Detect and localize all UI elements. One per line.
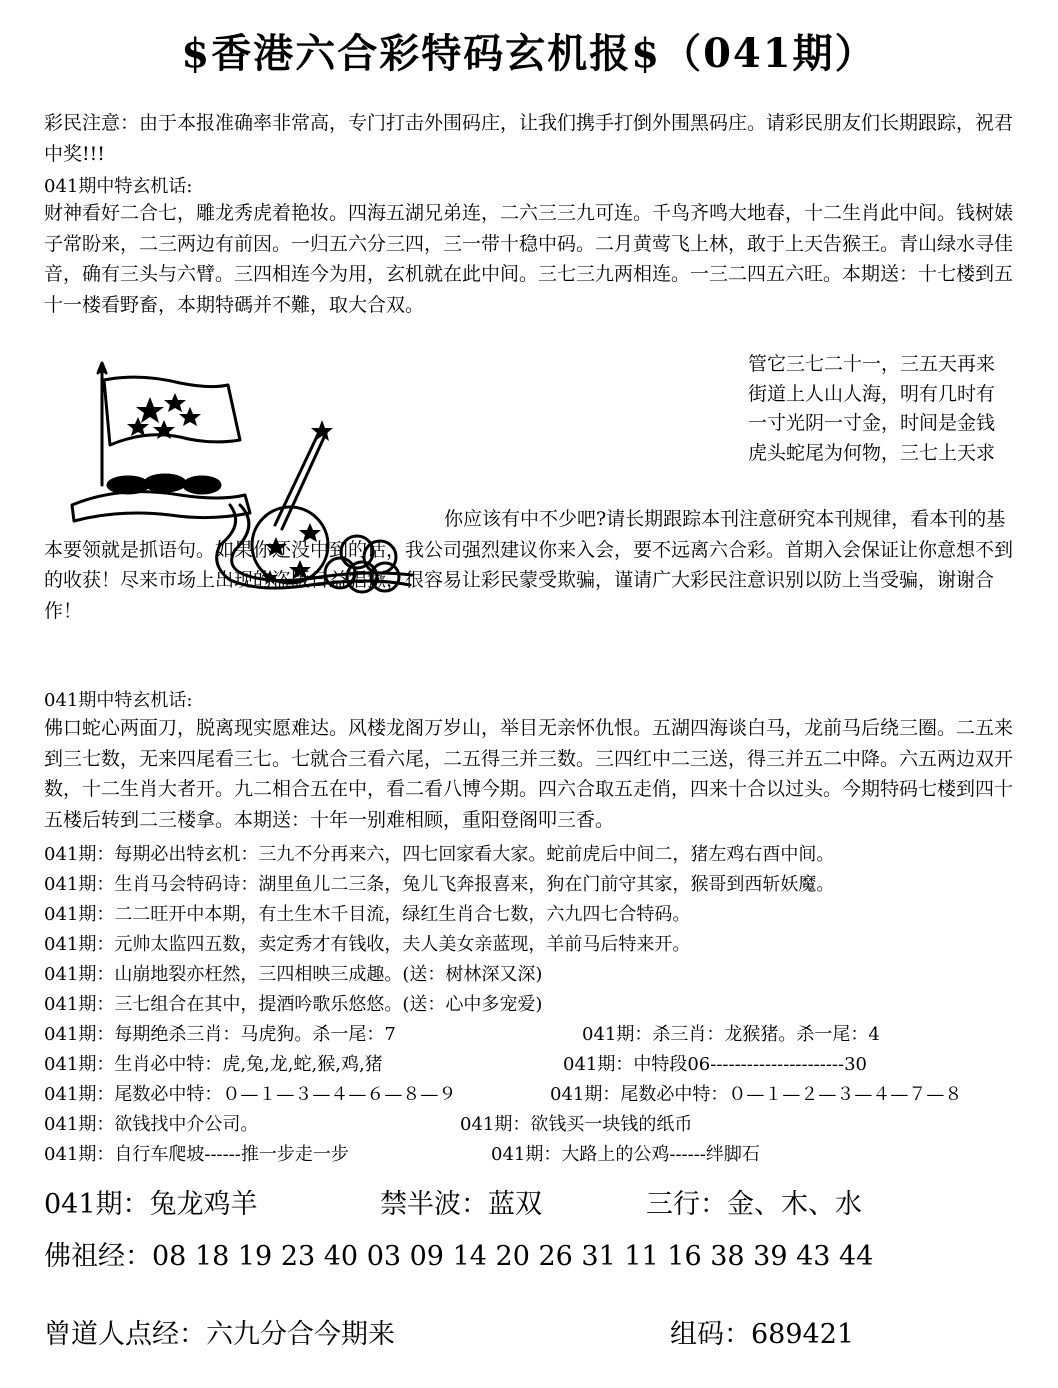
info-line-right: 041期：杀三肖：龙猴猪。杀一尾：4	[582, 1024, 880, 1045]
section2-body: 佛口蛇心两面刀，脱离现实愿难达。风楼龙阁万岁山，举目无亲怀仇恨。五湖四海谈白马，龙前马后绕三圈。二五来到三七数，无来四尾看三七。七就合三看六尾，二五得三并三数。三四红中二三送，得三并五二中降。六五两边双开数，十二生肖大者开。九二相合五在中，看二看八博今期。四六合取五走俏，四来十合以过头。今期特码七楼到四十五楼后转到二三楼拿。本期送：十年一别难相顾，重阳登阁叩三香。	[44, 717, 1014, 831]
info-line: 041期：三七组合在其中，提酒吟歌乐悠悠。(送：心中多宠爱)	[44, 994, 543, 1015]
poem-line: 街道上人山人海，明有几时有	[748, 382, 996, 405]
zodiac-summary: 041期：兔龙鸡羊	[44, 1189, 258, 1220]
info-line-right: 041期：尾数必中特：０—１—２—３—４—７—８	[550, 1084, 963, 1105]
info-line-right: 041期：欲钱买一块钱的纸币	[460, 1114, 693, 1135]
buddha-numbers: 佛祖经：08 18 19 23 40 03 09 14 20 26 31 11 16 38 39 43 44	[44, 1241, 874, 1272]
page-title: $香港六合彩特码玄机报$（041期）	[181, 30, 877, 77]
info-line-left: 041期：生肖必中特：虎,兔,龙,蛇,猴,鸡,猪	[44, 1054, 383, 1075]
section2-heading: 041期中特玄机话:	[44, 690, 193, 711]
poem-line: 一寸光阴一寸金，时间是金钱	[748, 412, 996, 434]
notice-text: 彩民注意：由于本报准确率非常高，专门打击外围码庄，让我们携手打倒外围黑码庄。请彩民朋友们长期跟踪，祝君中奖!!!	[44, 112, 1014, 165]
poem-line: 虎头蛇尾为何物，三七上天求	[748, 441, 996, 464]
taoist-tip: 曾道人点经：六九分合今期来	[44, 1319, 395, 1350]
flag	[104, 377, 240, 445]
poem	[748, 350, 995, 468]
info-line: 041期：每期必出特玄机：三九不分再来六，四七回家看大家。蛇前虎后中间二，猪左鸡右酉中间。	[44, 844, 835, 865]
info-line: 041期：山崩地裂亦枉然，三四相映三成趣。(送：树林深又深)	[44, 964, 543, 985]
info-line-left: 041期：尾数必中特：０—１—３—４—６—８—９	[44, 1084, 457, 1105]
info-line-right: 041期：中特段06----------------------30	[563, 1054, 867, 1075]
group-code: 组码：689421	[670, 1319, 855, 1350]
section1-heading: 041期中特玄机话:	[44, 176, 193, 197]
info-line-right: 041期：大路上的公鸡------绊脚石	[491, 1144, 760, 1165]
section1-body: 财神看好二合七，雕龙秀虎着艳妆。四海五湖兄弟连，二六三三九可连。千鸟齐鸣大地春，十二生肖此中间。钱树婊子常盼来，二三两边有前因。一归五六分三四，三一带十稳中码。二月黄莺飞上林，敢于上天告猴王。青山绿水寻佳音，确有三头与六臂。三四相连今为用，玄机就在此中间。三七三九两相连。一三二四五六旺。本期送：十七楼到五十一楼看野畜，本期特碼并不難，取大合双。	[44, 202, 1014, 316]
half-wave-summary: 禁半波：蓝双	[380, 1189, 542, 1220]
info-line: 041期：生肖马会特码诗：湖里鱼儿二三条，兔儿飞奔报喜来，狗在门前守其家，猴哥到西斩妖魔。	[44, 874, 835, 895]
info-line-left: 041期：欲钱找中介公司。	[44, 1114, 259, 1135]
three-elements-summary: 三行：金、木、水	[646, 1189, 862, 1220]
info-line-left: 041期：自行车爬坡------推一步走一步	[44, 1144, 349, 1165]
info-line: 041期：二二旺开中本期，有土生木千目流，绿红生肖合七数，六九四七合特码。	[44, 904, 691, 925]
info-line: 041期：元帅太监四五数，卖定秀才有钱收，夫人美女亲蓝现，羊前马后特来开。	[44, 934, 691, 955]
info-line-left: 041期：每期绝杀三肖：马虎狗。杀一尾：7	[44, 1024, 396, 1045]
advice-text: 你应该有中不少吧?请长期跟踪本刊注意研究本刊规律，看本刊的基本要领就是抓语句。如果你还没中到的话，我公司强烈建议你来入会，要不远离六合彩。首期入会保证让你意想不到的收获！尽来市场上出现的盗版日益猖獗，很容易让彩民蒙受欺骗，谨请广大彩民注意识别以防上当受骗，谢谢合作！	[44, 508, 1014, 622]
poem-line: 管它三七二十一，三五天再来	[748, 353, 996, 375]
